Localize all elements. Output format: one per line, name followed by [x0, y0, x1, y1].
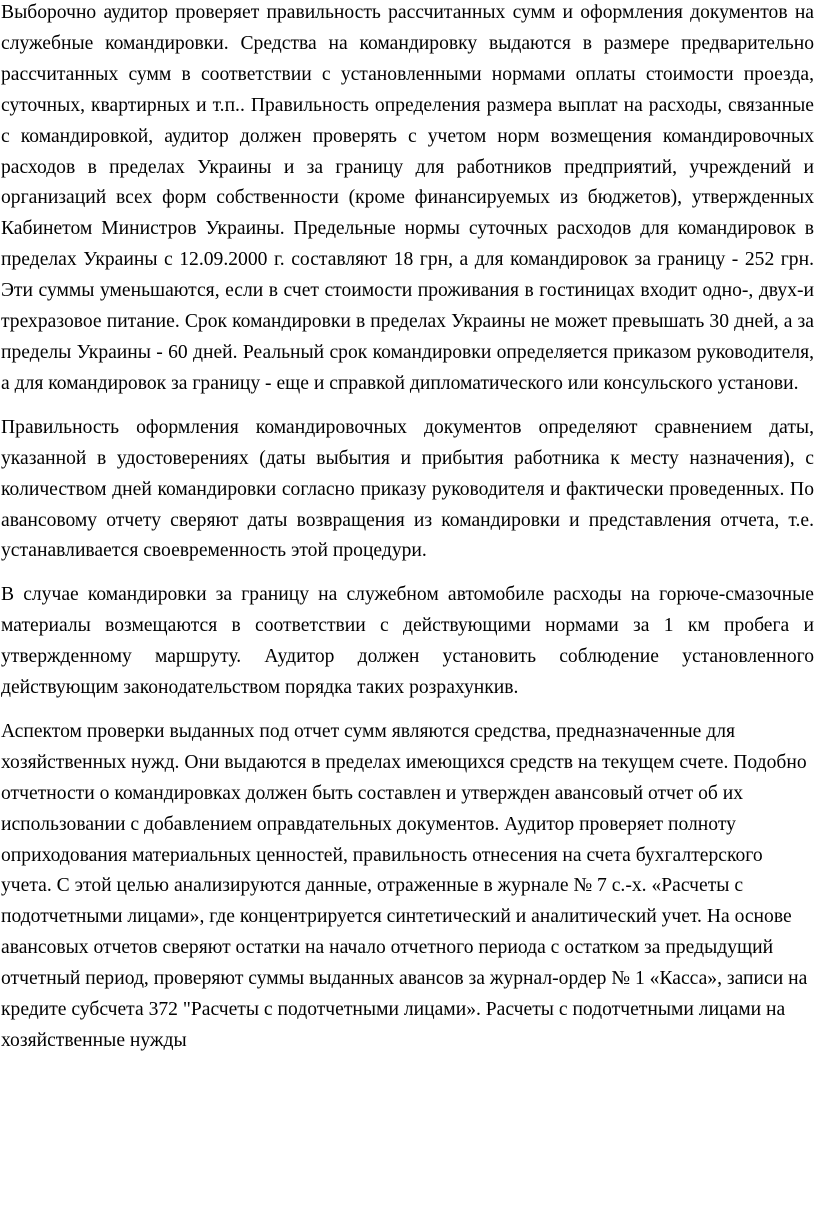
paragraph-fuel-expenses: В случае командировки за границу на служебном автомобиле расходы на горюче-смазочные материалы возмещаются в соответствии с действующими нормами за 1 км пробега и утвержденному маршруту. Аудитор должен установить соблюдение установленного действующим законодательством порядка таких розрахункив. — [1, 584, 814, 699]
paragraph-trip-documents: Правильность оформления командировочных документов определяют сравнением даты, указанной в удостоверениях (даты выбытия и прибытия работника к месту назначения), с количеством дней командировки согласно приказу руководителя и фактически проведенных. По авансовому отчету сверяют даты возвращения из командировки и представления отчета, т.е. устанавливается своевременность этой процедури. — [1, 416, 814, 562]
paragraph-business-trips: Выборочно аудитор проверяет правильность рассчитанных сумм и оформления документов на служебные командировки. Средства на командировку выдаются в размере предварительно рассчитанных сумм в соответствии с установленными нормами оплаты стоимости проезда, суточных, квартирных и т.п.. Правильность определения размера выплат на расходы, связанные с командировкой, аудитор должен проверять с учетом норм возмещения командировочных расходов в пределах Украины и за границу для работников предприятий, учреждений и организаций всех форм собственности (кроме финансируемых из бюджетов), утвержденных Кабинетом Министров Украины. Предельные нормы суточных расходов для командировок в пределах Украины с 12.09.2000 г. составляют 18 грн, а для командировок за границу - 252 грн. Эти суммы уменьшаются, если в счет стоимости проживания в гостиницах входит одно-, двух-и трехразовое питание. Срок командировки в пределах Украины не может превышать 30 дней, а за пределы Украины - 60 дней. Реальный срок командировки определяется приказом руководителя, а для командировок за границу - еще и справкой дипломатического или консульского установи. — [1, 2, 814, 394]
paragraph-household-needs: Аспектом проверки выданных под отчет сумм являются средства, предназначенные для хозяйственных нужд. Они выдаются в пределах имеющихся средств на текущем счете. Подобно отчетности о командировках должен быть составлен и утвержден авансовый отчет об их использовании с добавлением оправдательных документов. Аудитор проверяет полноту оприходования материальных ценностей, правильность отнесения на счета бухгалтерского учета. С этой целью анализируются данные, отраженные в журнале № 7 с.-х. «Расчеты с подотчетными лицами», где концентрируется синтетический и аналитический учет. На основе авансовых отчетов сверяют остатки на начало отчетного периода с остатком за предыдущий отчетный период, проверяют суммы выданных авансов за журнал-ордер № 1 «Касса», записи на кредите субсчета 372 "Расчеты с подотчетными лицами». Расчеты с подотчетными лицами на хозяйственные нужды — [1, 720, 808, 1051]
